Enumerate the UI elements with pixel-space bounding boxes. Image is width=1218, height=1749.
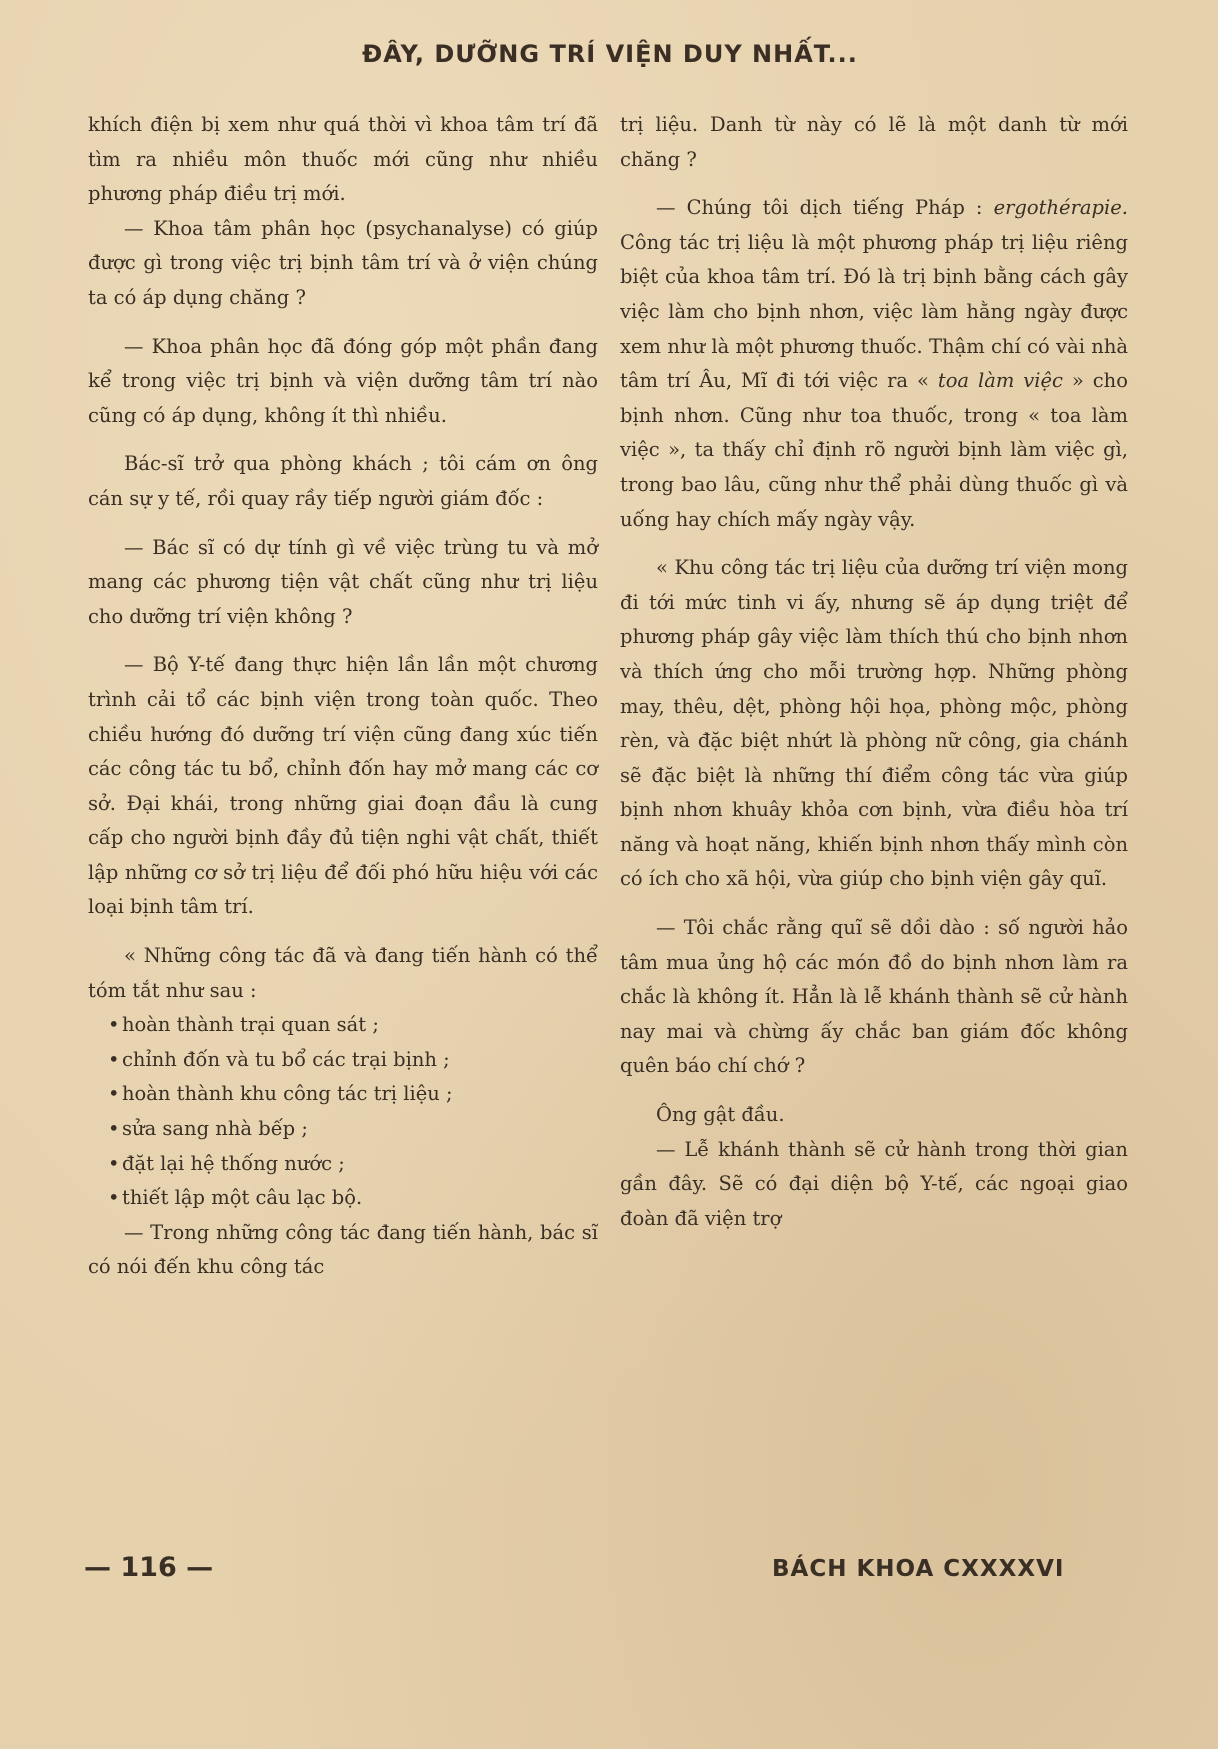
paragraph: — Trong những công tác đang tiến hành, bác sĩ có nói đến khu công tác	[88, 1220, 598, 1279]
paragraph: — Tôi chắc rằng quĩ sẽ dồi dào : số người hảo tâm mua ủng hộ các món đồ do bịnh nhơn làm ra chắc là không ít. Hẳn là lễ khánh thành sẽ cử hành nay mai và chừng ấy chắc ban giám đốc không quên báo chí chớ ?	[620, 916, 1128, 1078]
text-run: — Chúng tôi dịch tiếng Pháp :	[656, 196, 994, 220]
paragraph: — Bộ Y-tế đang thực hiện lần lần một chương trình cải tổ các bịnh viện trong toàn quốc. Theo chiều hướng đó dưỡng trí viện cũng đang xúc tiến các công tác tu bổ, chỉnh đốn hay mở mang các cơ sở. Đại khái, trong những giai đoạn đầu là cung cấp cho người bịnh đầy đủ tiện nghi vật chất, thiết lập những cơ sở trị liệu để đối phó hữu hiệu với các loại bịnh tâm trí.	[88, 653, 598, 919]
text-run: Công tác trị liệu là một phương pháp trị liệu riêng biệt của khoa tâm trí. Đó là trị bịnh bằng cách gây việc làm cho bịnh nhơn, việc làm hằng ngày được xem như là một phương thuốc. Thậm chí có vài nhà tâm trí Âu, Mĩ đi tới việc ra «	[620, 230, 1128, 393]
paragraph	[620, 191, 1128, 537]
list-item: • hoàn thành khu công tác trị liệu ;	[88, 1077, 598, 1112]
running-title: ĐÂY, DƯỠNG TRÍ VIỆN DUY NHẤT...	[362, 40, 858, 68]
paragraph: Ông gật đầu.	[656, 1103, 785, 1127]
list-item: • thiết lập một câu lạc bộ.	[88, 1181, 598, 1216]
work-list	[88, 1008, 598, 1216]
term-italic: ergothérapie.	[993, 196, 1128, 220]
paragraph: — Bác sĩ có dự tính gì về việc trùng tu và mở mang các phương tiện vật chất cũng như trị liệu cho dưỡng trí viện không ?	[88, 535, 598, 628]
paragraph: — Lễ khánh thành sẽ cử hành trong thời gian gần đây. Sẽ có đại diện bộ Y-tế, các ngoại giao đoàn đã viện trợ	[620, 1137, 1128, 1230]
page-number: — 116 —	[84, 1552, 214, 1583]
paragraph: « Khu công tác trị liệu của dưỡng trí viện mong đi tới mức tinh vi ấy, nhưng sẽ áp dụng triệt để phương pháp gây việc làm thích thú cho bịnh nhơn và thích ứng cho mỗi trường hợp. Những phòng may, thêu, dệt, phòng hội họa, phòng mộc, phòng rèn, và đặc biệt nhứt là phòng nữ công, gia chánh sẽ đặc biệt là những thí điểm công tác vừa giúp bịnh nhơn khuây khỏa cơn bịnh, vừa điều hòa trí năng và hoạt năng, khiến bịnh nhơn thấy mình còn có ích cho xã hội, vừa giúp cho bịnh viện gây quĩ.	[620, 556, 1128, 891]
paragraph: — Khoa phân học đã đóng góp một phần đang kể trong việc trị bịnh và viện dưỡng tâm trí nào cũng có áp dụng, không ít thì nhiều.	[88, 334, 598, 427]
list-item: • sửa sang nhà bếp ;	[88, 1112, 598, 1147]
list-item: • chỉnh đốn và tu bổ các trại bịnh ;	[88, 1043, 598, 1078]
right-column	[620, 108, 1128, 1236]
list-item: • hoàn thành trại quan sát ;	[88, 1008, 598, 1043]
list-item: • đặt lại hệ thống nước ;	[88, 1147, 598, 1182]
magazine-issue: BÁCH KHOA CXXXXVI	[772, 1556, 1065, 1582]
paragraph: trị liệu. Danh từ này có lẽ là một danh từ mới chăng ?	[620, 113, 1128, 171]
left-column	[88, 108, 598, 1285]
paragraph: « Những công tác đã và đang tiến hành có thể tóm tắt như sau :	[88, 944, 598, 1002]
paragraph: khích điện bị xem như quá thời vì khoa tâm trí đã tìm ra nhiều môn thuốc mới cũng như nhiều phương pháp điều trị mới.	[88, 113, 598, 206]
paragraph: — Khoa tâm phân học (psychanalyse) có giúp được gì trong việc trị bịnh tâm trí và ở viện chúng ta có áp dụng chăng ?	[88, 216, 598, 309]
text-run: » cho bịnh nhơn. Cũng như toa thuốc, trong « toa làm việc », ta thấy chỉ định rõ người bịnh làm việc gì, trong bao lâu, cũng như thể phải dùng thuốc gì và uống hay chích mấy ngày vậy.	[620, 369, 1128, 531]
paragraph: Bác-sĩ trở qua phòng khách ; tôi cám ơn ông cán sự y tế, rồi quay rầy tiếp người giám đốc :	[88, 452, 598, 510]
term-italic: toa làm việc	[937, 369, 1063, 393]
